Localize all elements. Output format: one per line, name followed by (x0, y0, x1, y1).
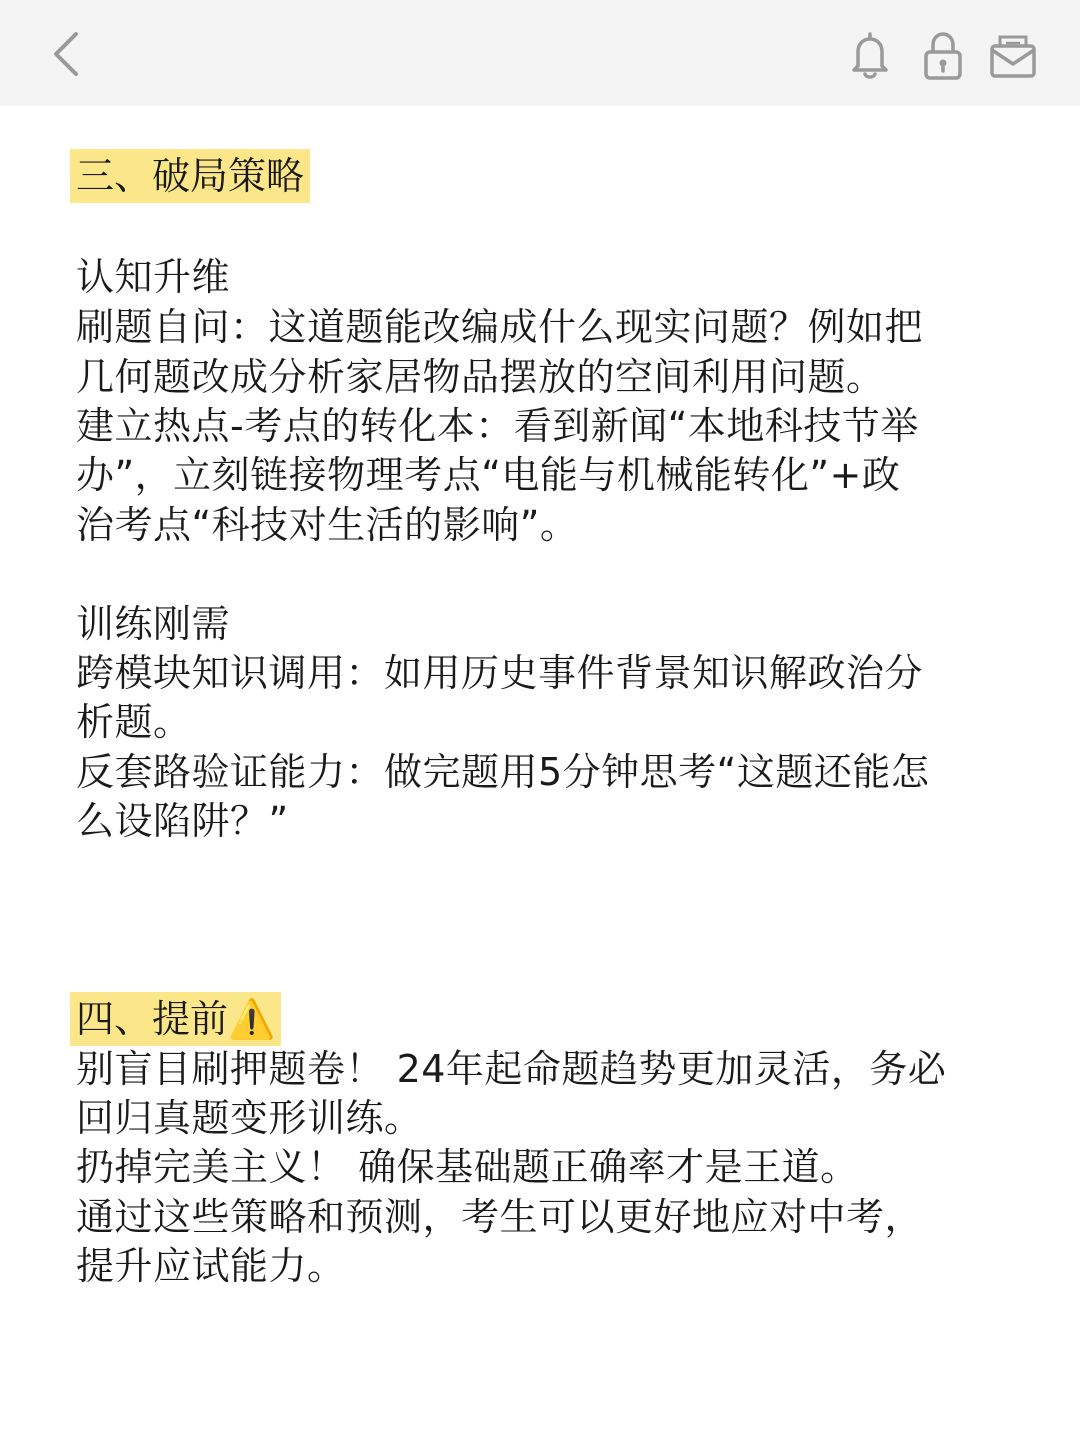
paragraph-line: 扔掉完美主义！ 确保基础题正确率才是王道。 (76, 1145, 859, 1189)
mail-icon[interactable] (988, 32, 1038, 80)
paragraph-line: 建立热点-考点的转化本：看到新闻“本地科技节举 (76, 404, 919, 448)
top-bar (0, 0, 1080, 106)
paragraph-line: 办”，立刻链接物理考点“电能与机械能转化”+政 (76, 453, 901, 497)
paragraph-line: 析题。 (76, 700, 192, 744)
paragraph-line: 反套路验证能力：做完题用5分钟思考“这题还能怎 (76, 750, 930, 794)
section-heading-3: 三、破局策略 (70, 149, 310, 203)
paragraph-line: 别盲目刷押题卷！ 24年起命题趋势更加灵活，务必 (76, 1047, 947, 1091)
subheading-training: 训练刚需 (76, 602, 231, 646)
paragraph-line: 治考点“科技对生活的影响”。 (76, 503, 579, 547)
paragraph-line: 么设陷阱？” (76, 799, 289, 843)
lock-icon[interactable] (920, 30, 966, 82)
subheading-cognition: 认知升维 (76, 255, 231, 299)
chevron-left-icon[interactable] (44, 28, 88, 80)
paragraph-line: 提升应试能力。 (76, 1244, 346, 1288)
paragraph-line: 跨模块知识调用：如用历史事件背景知识解政治分 (76, 651, 924, 695)
bell-icon[interactable] (846, 30, 894, 82)
paragraph-line: 通过这些策略和预测，考生可以更好地应对中考， (76, 1195, 924, 1239)
paragraph-line: 几何题改成分析家居物品摆放的空间利用问题。 (76, 355, 885, 399)
paragraph-line: 回归真题变形训练。 (76, 1096, 423, 1140)
paragraph-line: 刷题自问：这道题能改编成什么现实问题？例如把 (76, 305, 924, 349)
article-content (0, 106, 1080, 1440)
section-heading-4: 四、提前⚠️ (70, 992, 281, 1046)
